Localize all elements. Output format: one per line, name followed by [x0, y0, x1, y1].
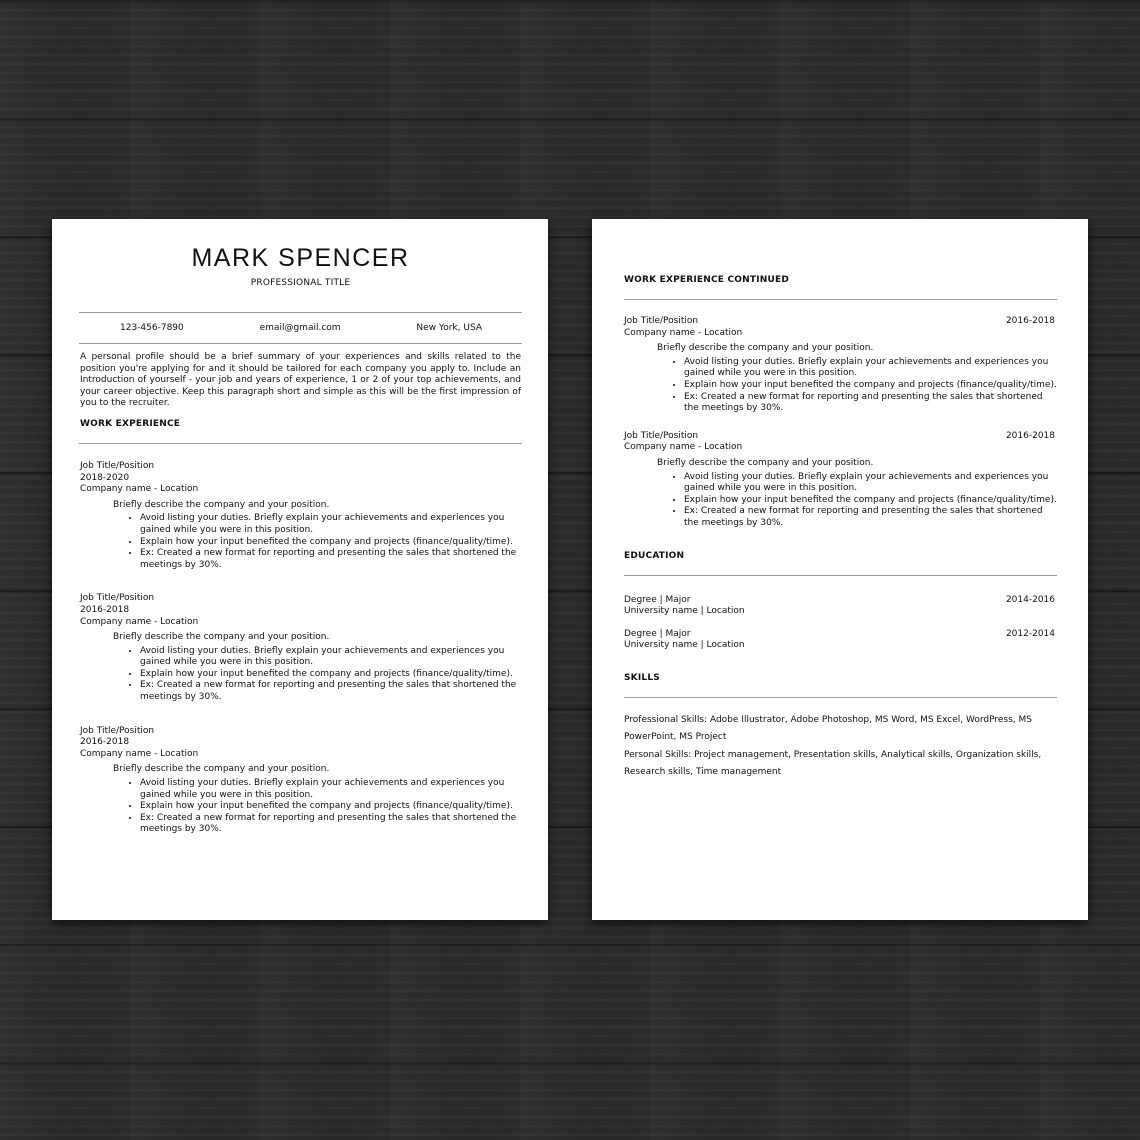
- job-description: Briefly describe the company and your position.: [113, 764, 330, 775]
- job-company: Company name - Location: [80, 484, 199, 495]
- job-dates: 2016-2018: [80, 604, 130, 615]
- job-bullets: [624, 472, 1057, 530]
- profile-summary: A personal profile should be a brief summary of your experiences and skills related to the position you're applying for and it should be tailored for each company you apply to. Include an Introduction of yourself - your job and years of experience, 1 or 2 of your top achievements, and your career objective. Keep this paragraph short and simple as this will be the first impression of you to the recruiter.: [80, 352, 521, 409]
- job-description: Briefly describe the company and your position.: [113, 499, 330, 510]
- job-dates: 2016-2018: [1005, 430, 1055, 441]
- work-experience-continued-heading: WORK EXPERIENCE CONTINUED: [624, 275, 790, 285]
- job-entry: [79, 461, 522, 571]
- job-description: Briefly describe the company and your position.: [657, 457, 874, 468]
- job-title: Job Title/Position: [80, 460, 155, 471]
- job-description: Briefly describe the company and your position.: [657, 343, 874, 354]
- work-experience-heading: WORK EXPERIENCE: [80, 418, 181, 429]
- job-entry: [79, 726, 522, 836]
- skills-heading: SKILLS: [624, 672, 660, 683]
- contact-bar: [79, 312, 522, 344]
- job-bullet: • Ex: Created a new format for reporting and presenting the sales that shortened the meetings by 30%.: [140, 813, 522, 836]
- job-bullets: [80, 778, 522, 836]
- resume-name: MARK SPENCER: [191, 244, 410, 272]
- contact-phone: 123-456-7890: [120, 323, 184, 333]
- job-company: Company name - Location: [80, 616, 199, 627]
- education-degree: Degree | Major: [624, 628, 691, 639]
- job-company: Company name - Location: [624, 442, 743, 453]
- job-title: Job Title/Position: [624, 430, 699, 441]
- job-bullet: • Ex: Created a new format for reporting and presenting the sales that shortened the meetings by 30%.: [684, 506, 1057, 529]
- education-entry: [624, 595, 1057, 618]
- resume-page-1: [52, 219, 548, 920]
- section-divider: [624, 575, 1057, 576]
- contact-location: New York, USA: [416, 323, 482, 333]
- job-bullet: • Explain how your input benefited the company and projects (finance/quality/time).: [140, 801, 522, 813]
- job-entry: [624, 431, 1057, 530]
- job-bullet: • Avoid listing your duties. Briefly explain your achievements and experiences you gained while you were in this position.: [684, 472, 1057, 495]
- section-divider: [79, 443, 522, 444]
- job-bullet: • Ex: Created a new format for reporting and presenting the sales that shortened the meetings by 30%.: [140, 680, 522, 703]
- skills-list: [624, 712, 1057, 782]
- personal-skills: Personal Skills: Project management, Presentation skills, Analytical skills, Organization skills, Research skills, Time management: [624, 749, 1042, 778]
- job-title: Job Title/Position: [80, 593, 155, 604]
- job-bullet: • Explain how your input benefited the company and projects (finance/quality/time).: [140, 669, 522, 681]
- job-dates: 2018-2020: [80, 472, 130, 483]
- job-bullet: • Avoid listing your duties. Briefly explain your achievements and experiences you gained while you were in this position.: [684, 357, 1057, 380]
- job-bullet: • Explain how your input benefited the company and projects (finance/quality/time).: [684, 495, 1057, 507]
- job-bullets: [624, 357, 1057, 415]
- section-divider: [624, 697, 1057, 698]
- professional-title: PROFESSIONAL TITLE: [250, 278, 351, 288]
- education-school: University name | Location: [624, 640, 745, 651]
- contact-email: email@gmail.com: [259, 323, 341, 333]
- education-degree: Degree | Major: [624, 594, 691, 605]
- section-divider: [624, 299, 1057, 300]
- education-dates: 2014-2016: [1005, 594, 1055, 605]
- job-bullet: • Explain how your input benefited the company and projects (finance/quality/time).: [140, 537, 522, 549]
- job-description: Briefly describe the company and your position.: [113, 632, 330, 643]
- job-dates: 2016-2018: [80, 737, 130, 748]
- professional-skills: Professional Skills: Adobe Illustrator, Adobe Photoshop, MS Word, MS Excel, WordPress, MS PowerPoint, MS Project: [624, 714, 1032, 743]
- job-dates: 2016-2018: [1005, 316, 1055, 326]
- education-dates: 2012-2014: [1005, 628, 1055, 639]
- job-bullet: • Ex: Created a new format for reporting and presenting the sales that shortened the meetings by 30%.: [140, 548, 522, 571]
- job-company: Company name - Location: [80, 748, 199, 759]
- job-title: Job Title/Position: [624, 316, 699, 326]
- education-entry: [624, 629, 1057, 652]
- job-bullets: [80, 646, 522, 704]
- job-bullet: • Explain how your input benefited the company and projects (finance/quality/time).: [684, 380, 1057, 392]
- job-title: Job Title/Position: [80, 725, 155, 736]
- job-bullets: [80, 513, 522, 571]
- education-school: University name | Location: [624, 606, 745, 617]
- job-bullet: • Avoid listing your duties. Briefly explain your achievements and experiences you gained while you were in this position.: [140, 778, 522, 801]
- job-bullet: • Avoid listing your duties. Briefly explain your achievements and experiences you gained while you were in this position.: [140, 513, 522, 536]
- education-heading: EDUCATION: [624, 550, 685, 561]
- job-company: Company name - Location: [624, 327, 743, 338]
- job-bullet: • Ex: Created a new format for reporting and presenting the sales that shortened the meetings by 30%.: [684, 392, 1057, 415]
- job-entry: [624, 316, 1057, 415]
- job-entry: [79, 593, 522, 703]
- job-bullet: • Avoid listing your duties. Briefly explain your achievements and experiences you gained while you were in this position.: [140, 646, 522, 669]
- resume-page-2: [592, 219, 1088, 920]
